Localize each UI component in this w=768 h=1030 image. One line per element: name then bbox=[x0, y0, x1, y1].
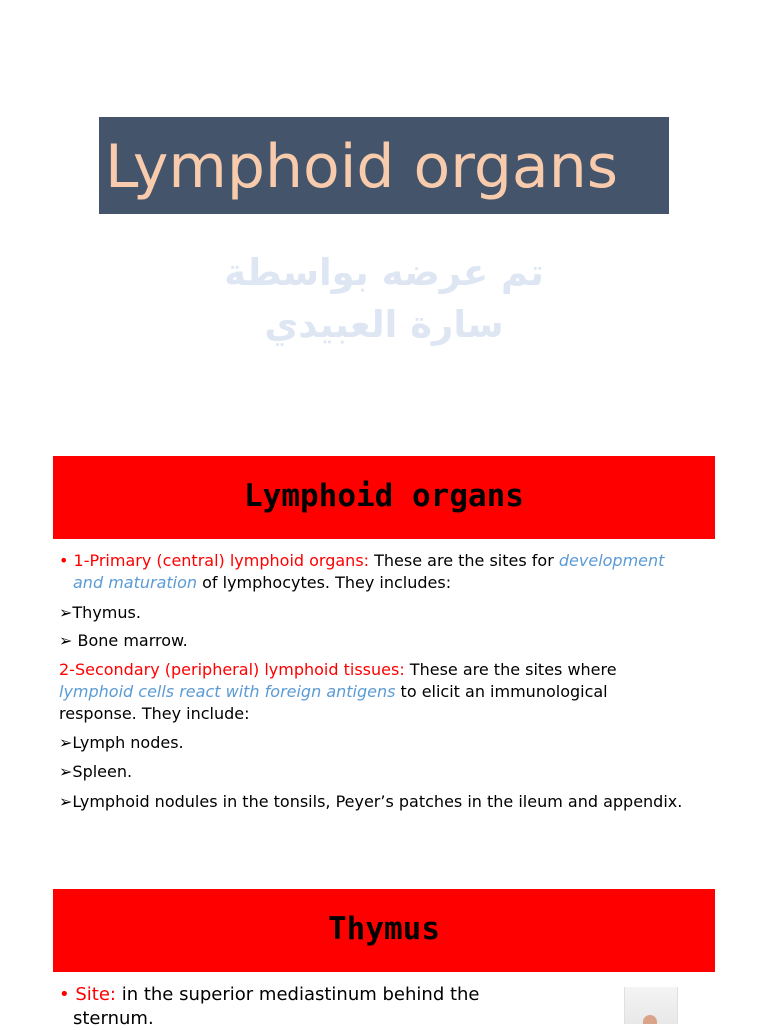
thymus-site-line1 bbox=[59, 984, 480, 1006]
lymphoid-organs-heading: Lymphoid organs bbox=[244, 478, 524, 514]
primary-organs-line2 bbox=[73, 572, 451, 594]
list-item-spleen: ➢Spleen. bbox=[59, 762, 133, 781]
thymus-heading: Thymus bbox=[328, 911, 440, 947]
presenter-watermark-line1: تم عرضه بواسطة bbox=[224, 251, 544, 294]
secondary-tissues-emphasis: lymphoid cells react with foreign antigens bbox=[59, 682, 396, 701]
list-item-thymus: ➢Thymus. bbox=[59, 603, 141, 622]
thymus-site-text: in the superior mediastinum behind the bbox=[115, 984, 480, 1005]
illustration-detail bbox=[643, 1015, 657, 1024]
lymphoid-organs-header-bar bbox=[53, 456, 715, 539]
secondary-tissues-line1 bbox=[59, 659, 617, 681]
primary-organs-emphasis-b: and maturation bbox=[73, 573, 198, 592]
list-item-lymph-nodes: ➢Lymph nodes. bbox=[59, 733, 184, 752]
title-banner bbox=[99, 117, 669, 214]
secondary-tissues-label: 2-Secondary (peripheral) lymphoid tissues: bbox=[59, 660, 405, 679]
secondary-tissues-line3: response. They include: bbox=[59, 704, 250, 723]
bullet-dot: • bbox=[59, 551, 69, 570]
secondary-tissues-text-a: These are the sites where bbox=[404, 660, 617, 679]
list-item-lymphoid-nodules: ➢Lymphoid nodules in the tonsils, Peyer’s patches in the ileum and appendix. bbox=[59, 792, 683, 811]
thymus-site-line2: sternum. bbox=[73, 1008, 154, 1029]
primary-organs-label: 1-Primary (central) lymphoid organs: bbox=[73, 551, 370, 570]
primary-organs-line1 bbox=[59, 550, 664, 572]
presenter-watermark-line2: سارة العبيدي bbox=[264, 303, 504, 346]
bullet-dot: • bbox=[59, 984, 70, 1005]
secondary-tissues-line2 bbox=[59, 681, 608, 703]
slide-title: Lymphoid organs bbox=[105, 132, 618, 202]
primary-organs-emphasis-a: development bbox=[558, 551, 665, 570]
thymus-illustration-image bbox=[624, 987, 678, 1024]
primary-organs-text-b: of lymphocytes. They includes: bbox=[197, 573, 452, 592]
list-item-bone-marrow: ➢ Bone marrow. bbox=[59, 631, 188, 650]
thymus-header-bar bbox=[53, 889, 715, 972]
secondary-tissues-text-b: to elicit an immunological bbox=[395, 682, 608, 701]
thymus-site-label: Site: bbox=[75, 984, 116, 1005]
primary-organs-text-a: These are the sites for bbox=[369, 551, 559, 570]
